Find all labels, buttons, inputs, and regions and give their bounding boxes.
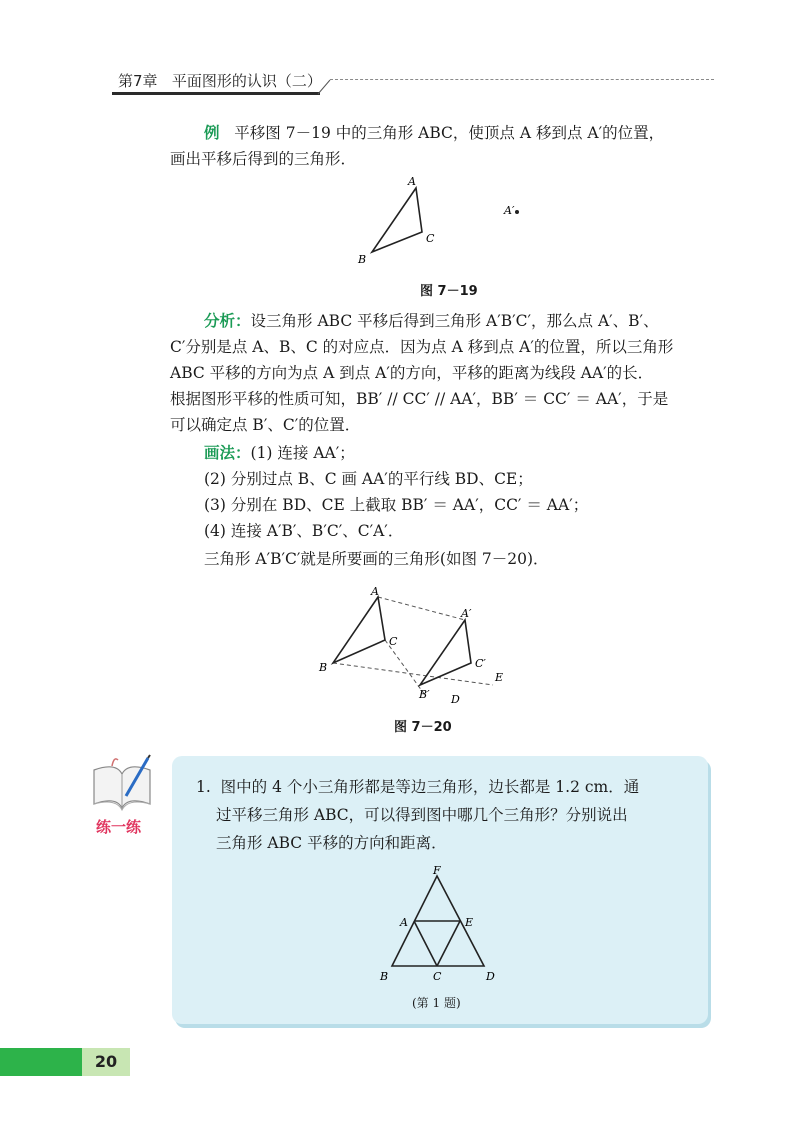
method-step-2: (2) 分别过点 B、C 画 AA′的平行线 BD、CE； xyxy=(204,470,533,488)
page-bar xyxy=(0,1048,82,1076)
line-cd xyxy=(385,640,425,695)
chapter-title: 平面图形的认识（二） xyxy=(171,72,322,90)
fig20-point-e: E xyxy=(495,671,504,684)
triangle-abc xyxy=(372,188,422,252)
fig20-point-b: B xyxy=(319,661,328,674)
fig19-point-b: B xyxy=(358,253,367,266)
header-slash-decoration xyxy=(316,74,338,96)
practice-q1-line-3: 三角形 ABC 平移的方向和距离． xyxy=(216,834,447,852)
analysis-line-3: ABC 平移的方向为点 A 到点 A′的方向，平移的距离为线段 AA′的长． xyxy=(170,364,654,382)
chapter-number: 第7章 xyxy=(118,72,158,90)
fig20-point-b-prime: B′ xyxy=(419,688,430,701)
analysis-label: 分析： xyxy=(204,312,251,330)
practice-q1-line-2: 过平移三角形 ABC，可以得到图中哪几个三角形？分别说出 xyxy=(216,806,628,824)
figure-7-19-caption: 图 7－19 xyxy=(420,284,478,299)
figure-7-19 xyxy=(350,172,540,268)
figure-7-20-caption: 图 7－20 xyxy=(394,720,452,735)
fig19-point-a-prime-dot xyxy=(515,210,519,214)
fig19-point-c: C xyxy=(426,232,435,245)
header-dash-line xyxy=(330,79,714,80)
notebook-pencil-icon xyxy=(86,752,158,816)
method-label: 画法： xyxy=(204,444,251,462)
analysis-line-2: C′分别是点 A、B、C 的对应点．因为点 A 移到点 A′的位置，所以三角形 xyxy=(170,338,674,356)
practice-q1-number: 1. xyxy=(196,778,211,796)
fig20-point-c-prime: C′ xyxy=(475,657,486,670)
practice-label: 练一练 xyxy=(96,818,142,836)
line-aa-prime xyxy=(378,597,465,620)
segment-ac xyxy=(414,921,437,966)
method-conclusion: 三角形 A′B′C′就是所要画的三角形(如图 7－20)． xyxy=(204,550,549,568)
example-label: 例 xyxy=(204,124,220,142)
practice-point-e: E xyxy=(465,916,474,929)
method-step-1: 画法：(1) 连接 AA′； xyxy=(204,444,355,462)
fig20-point-c: C xyxy=(389,635,398,648)
fig20-point-a: A xyxy=(371,585,379,598)
chapter-header xyxy=(118,70,322,91)
practice-point-c: C xyxy=(433,970,442,983)
analysis-line-1: 分析：设三角形 ABC 平移后得到三角形 A′B′C′，那么点 A′、B′、 xyxy=(204,312,659,330)
example-line-2: 画出平移后得到的三角形． xyxy=(170,150,357,168)
page-number: 20 xyxy=(94,1052,118,1071)
fig20-point-a-prime: A′ xyxy=(461,607,472,620)
method-step-4: (4) 连接 A′B′、B′C′、C′A′． xyxy=(204,522,404,540)
fig19-point-a: A xyxy=(408,175,416,188)
practice-point-f: F xyxy=(433,864,441,877)
method-step-3: (3) 分别在 BD、CE 上截取 BB′ ＝ AA′，CC′ ＝ AA′； xyxy=(204,496,589,514)
triangle-abc xyxy=(333,597,385,663)
practice-figure-caption: (第 1 题) xyxy=(412,996,461,1010)
practice-point-b: B xyxy=(380,970,389,983)
segment-ec xyxy=(437,921,460,966)
triangle-a-prime-b-prime-c-prime xyxy=(420,620,471,685)
practice-triangle-figure xyxy=(372,864,512,988)
practice-q1-line-1: 1. 图中的 4 个小三角形都是等边三角形，边长都是 1.2 cm．通 xyxy=(196,778,640,796)
fig20-point-d: D xyxy=(451,693,460,705)
example-line-1: 例 平移图 7－19 中的三角形 ABC，使顶点 A 移到点 A′的位置， xyxy=(204,124,665,142)
figure-7-20 xyxy=(315,585,515,705)
analysis-line-4: 根据图形平移的性质可知，BB′ // CC′ // AA′，BB′ ＝ CC′ ＝ AA′，于是 xyxy=(170,390,669,408)
practice-point-d: D xyxy=(486,970,495,983)
fig19-point-a-prime: A′ xyxy=(504,204,515,217)
practice-point-a: A xyxy=(400,916,408,929)
line-be xyxy=(333,663,493,685)
analysis-line-5: 可以确定点 B′、C′的位置． xyxy=(170,416,361,434)
header-underline xyxy=(112,92,320,95)
